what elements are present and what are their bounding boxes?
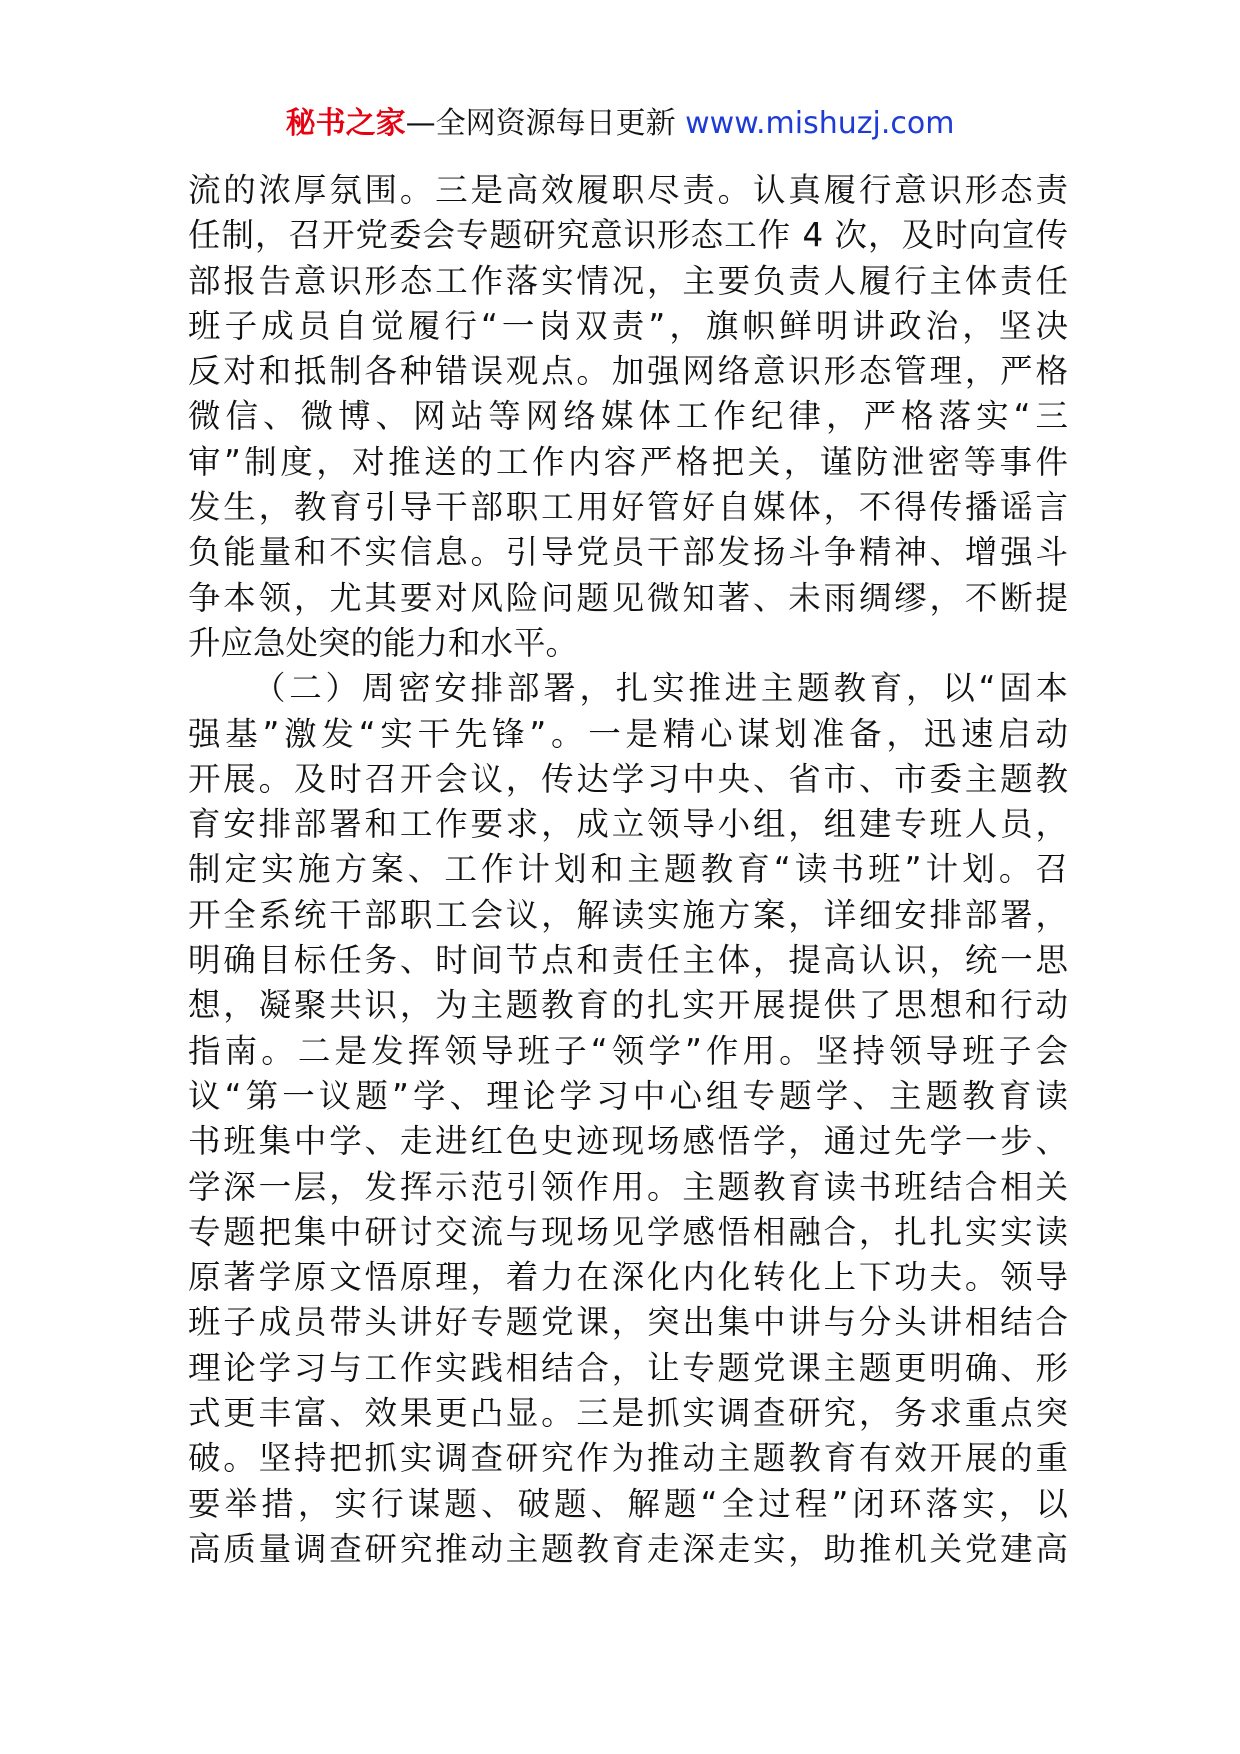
body-line: 高质量调查研究推动主题教育走深走实，助推机关党建高 [188, 1529, 1068, 1568]
body-line: 指南。二是发挥领导班子“领学”作用。坚持领导班子会 [188, 1031, 1068, 1070]
body-line: 审”制度，对推送的工作内容严格把关，谨防泄密等事件 [188, 442, 1068, 481]
body-line: 反对和抵制各种错误观点。加强网络意识形态管理，严格 [188, 352, 1068, 391]
section-heading-line: （二）周密安排部署，扎实推进主题教育，以“固本 [253, 669, 1068, 708]
header-tagline: —全网资源每日更新 [405, 106, 686, 141]
body-line: 微信、微博、网站等网络媒体工作纪律，严格落实“三 [188, 397, 1068, 436]
body-line: 议“第一议题”学、理论学习中心组专题学、主题教育读 [188, 1076, 1068, 1115]
body-line: 争本领，尤其要对风险问题见微知著、未雨绸缪，不断提 [188, 578, 1068, 617]
body-line: 开展。及时召开会议，传达学习中央、省市、市委主题教 [188, 759, 1068, 798]
body-line: 理论学习与工作实践相结合，让专题党课主题更明确、形 [188, 1348, 1068, 1387]
site-header [0, 102, 1240, 146]
body-line: 要举措，实行谋题、破题、解题“全过程”闭环落实，以 [188, 1484, 1068, 1523]
body-line: 班子成员自觉履行“一岗双责”，旗帜鲜明讲政治，坚决 [188, 306, 1068, 345]
body-line: 专题把集中研讨交流与现场见学感悟相融合，扎扎实实读 [188, 1212, 1068, 1251]
body-line: 式更丰富、效果更凸显。三是抓实调查研究，务求重点突 [188, 1394, 1068, 1433]
body-line: 部报告意识形态工作落实情况，主要负责人履行主体责任 [188, 261, 1068, 300]
site-url[interactable]: www.mishuzj.com [685, 106, 955, 141]
body-line: 想，凝聚共识，为主题教育的扎实开展提供了思想和行动 [188, 986, 1068, 1025]
body-line: 负能量和不实信息。引导党员干部发扬斗争精神、增强斗 [188, 533, 1068, 572]
body-line: 任制，召开党委会专题研究意识形态工作 4 次，及时向宣传 [188, 216, 1068, 255]
body-line: 书班集中学、走进红色史迹现场感悟学，通过先学一步、 [188, 1122, 1068, 1161]
body-line-paragraph-end: 升应急处突的能力和水平。 [188, 623, 579, 662]
body-line: 原著学原文悟原理，着力在深化内化转化上下功夫。领导 [188, 1258, 1068, 1297]
brand-name: 秘书之家 [285, 106, 406, 141]
body-line: 流的浓厚氛围。三是高效履职尽责。认真履行意识形态责 [188, 171, 1068, 209]
body-line: 制定实施方案、工作计划和主题教育“读书班”计划。召 [188, 850, 1068, 889]
body-line: 破。坚持把抓实调查研究作为推动主题教育有效开展的重 [188, 1439, 1068, 1478]
body-line: 强基”激发“实干先锋”。一是精心谋划准备，迅速启动 [188, 714, 1068, 753]
body-line: 发生，教育引导干部职工用好管好自媒体，不得传播谣言 [188, 488, 1068, 527]
body-line: 班子成员带头讲好专题党课，突出集中讲与分头讲相结合 [188, 1303, 1068, 1342]
body-line: 开全系统干部职工会议，解读实施方案，详细安排部署， [188, 895, 1068, 934]
document-body [188, 168, 1068, 1572]
body-line: 学深一层，发挥示范引领作用。主题教育读书班结合相关 [188, 1167, 1068, 1206]
body-line: 育安排部署和工作要求，成立领导小组，组建专班人员， [188, 805, 1068, 844]
body-line: 明确目标任务、时间节点和责任主体，提高认识，统一思 [188, 941, 1068, 980]
